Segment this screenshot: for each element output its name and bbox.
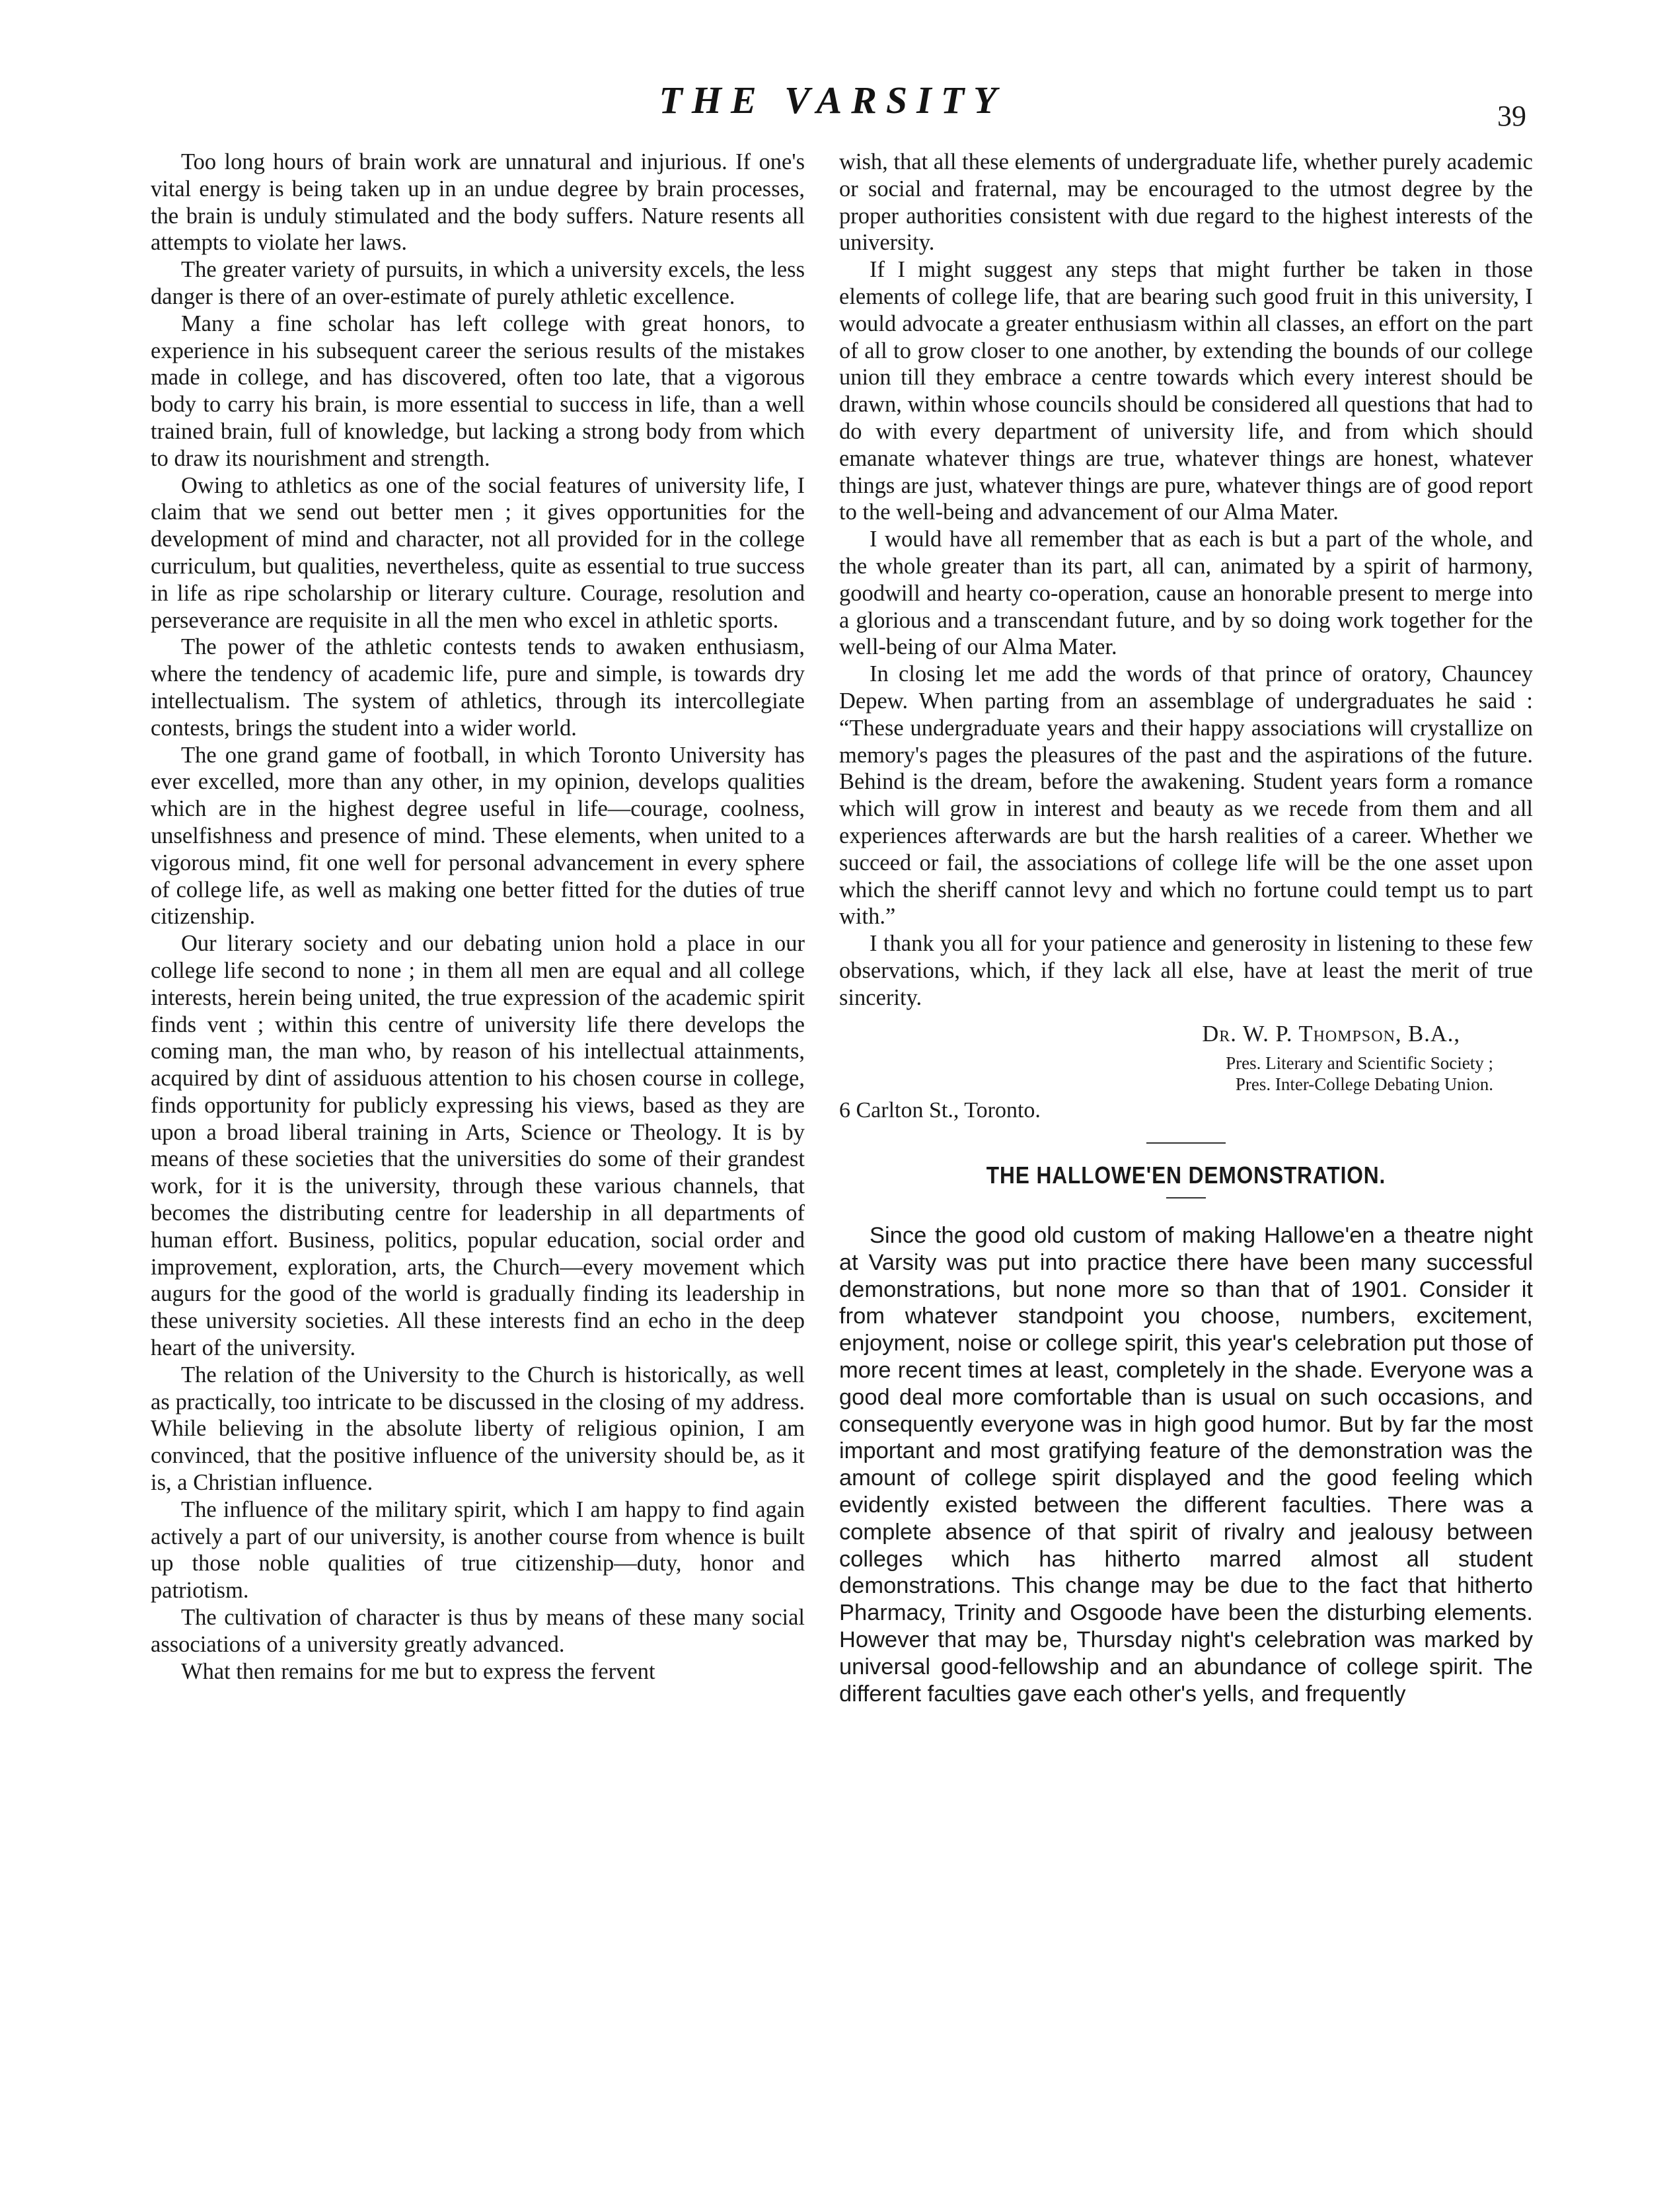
paragraph: The relation of the University to the Church is historically, as well as practically, too intricate to be discussed in the closing of my address. While believing in the absolute liberty of religious opinion, I am convinced, that the positive influence of the university should be, as it is, a Christian influence. (151, 1362, 805, 1496)
section-divider (1146, 1142, 1226, 1144)
paragraph: Owing to athletics as one of the social features of university life, I claim that we send out better men ; it gives opportunities for the development of mind and character, not all provided for in the college curriculum, but qualities, nevertheless, quite as essential to true success in life as ripe scholarship or literary culture. Courage, resolution and perseverance are requisite in all the men who excel in athletic sports. (151, 472, 805, 633)
paragraph: In closing let me add the words of that prince of oratory, Chauncey Depew. When parting from an assemblage of undergraduates he said : “These undergraduate years and their happy associations will crystallize on memory's pages the pleasures of the past and the aspirations of the future. Behind is the dream, before the awakening. Student years form a romance which will grow in interest and beauty as we recede from them and all experiences afterwards are but the harsh realities of a career. Whether we succeed or fail, the associations of college life will be the one asset upon which the sheriff cannot levy and which no fortune could tempt us to part with.” (839, 661, 1533, 930)
page-number: 39 (1497, 100, 1526, 132)
paragraph: What then remains for me but to express the fervent (181, 1658, 655, 1684)
heading-underline (1166, 1197, 1206, 1198)
continued-paragraph: wish, that all these elements of undergraduate life, whether purely academic or social and fraternal, may be encouraged to the utmost degree by the proper authorities consistent with due regard to the highest interests of the university. (839, 149, 1533, 256)
paragraph: Too long hours of brain work are unnatural and injurious. If one's vital energy is being taken up in an undue degree by brain processes, the brain is unduly stimulated and the body suffers. Nature resents all attempts to violate her laws. (151, 149, 805, 256)
paragraph: The one grand game of football, in which Toronto University has ever excelled, more than any other, in my opinion, develops qualities which are in the highest degree useful in life—courage, coolness, unselfishness and presence of mind. These elements, when united to a vigorous mind, fit one well for personal advancement in every sphere of college life, as well as making one better fitted for the duties of true citizenship. (151, 742, 805, 930)
section-heading: THE HALLOWE'EN DEMONSTRATION. (986, 1161, 1386, 1189)
author-address: 6 Carlton St., Toronto. (839, 1098, 1041, 1123)
signature-name: Dr. W. P. Thompson, B.A., (1202, 1021, 1460, 1047)
paragraph: I would have all remember that as each is but a part of the whole, and the whole greater than its part, all can, animated by a spirit of harmony, goodwill and hearty co-operation, cause an honorable present to merge into a glorious and a transcendant future, and by so doing work together for the well-being of our Alma Mater. (839, 527, 1533, 660)
paragraph: Our literary society and our debating union hold a place in our college life second to none ; in them all men are equal and all college interests, herein being united, the true expression of the academic spirit finds vent ; within this centre of university life there develops the coming man, the man who, by reason of his intellectual attainments, acquired by dint of assiduous attention to his chosen course in college, finds opportunity for publicly expressing his views, based as they are upon a broad liberal training in Arts, Science or Theology. It is by means of these societies that the universities do some of their grandest work, for it is the university, through these various channels, that becomes the distributing centre for leadership in all departments of human effort. Business, politics, popular education, social order and improvement, exploration, arts, the Church—every movement which augurs for the good of the world is gradually finding its leadership in these university societies. All these interests find an echo in the deep heart of the university. (151, 931, 805, 1361)
paragraph: I thank you all for your patience and generosity in listening to these few observations, which, if they lack all else, have at least the merit of true sincerity. (839, 931, 1533, 1010)
right-column (839, 149, 1533, 1707)
paragraph: The cultivation of character is thus by means of these many social associations of a university greatly advanced. (151, 1605, 805, 1657)
signature-title-line: Pres. Inter-College Debating Union. (1235, 1074, 1493, 1095)
left-column (151, 149, 805, 1685)
signature-title-line: Pres. Literary and Scientific Society ; (1226, 1053, 1493, 1074)
paragraph: Since the good old custom of making Hallowe'en a theatre night at Varsity was put into practice there have been many successful demonstrations, but none more so than that of 1901. Consider it from whatever standpoint you choose, numbers, excitement, enjoyment, noise or college spirit, this year's celebration put those of more recent times at least, completely in the shade. Everyone was a good deal more comfortable than is usual on such occasions, and consequently everyone was in high good humor. But by far the most important and most gratifying feature of the demonstration was the amount of college spirit displayed and the good feeling which evidently existed between the different faculties. There was a complete absence of that spirit of rivalry and jealousy between colleges which has hitherto marred almost all student demonstrations. This change may be due to the fact that hitherto Pharmacy, Trinity and Osgoode have been the disturbing elements. However that may be, Thursday night's celebration was marked by universal good-fellowship and an abundance of college spirit. The different faculties gave each other's yells, and frequently (839, 1223, 1533, 1707)
paragraph: The greater variety of pursuits, in which a university excels, the less danger is there of an over-estimate of purely athletic excellence. (151, 257, 805, 309)
paragraph: The power of the athletic contests tends to awaken enthusiasm, where the tendency of academic life, pure and simple, is towards dry intellectualism. The system of athletics, through its intercollegiate contests, brings the student into a wider world. (151, 634, 805, 741)
paragraph: The influence of the military spirit, which I am happy to find again actively a part of our university, is another course from whence is built up those noble qualities of true citizenship—duty, honor and patriotism. (151, 1496, 805, 1604)
signature-title (839, 1052, 1533, 1095)
masthead: THE VARSITY (659, 79, 1006, 122)
paragraph: Many a fine scholar has left college with great honors, to experience in his subsequent career the serious results of the mistakes made in college, and has discovered, often too late, that a vigorous body to carry his brain, is more essential to success in life, than a well trained brain, full of knowledge, but lacking a strong body from which to draw its nourishment and strength. (151, 311, 805, 471)
paragraph: If I might suggest any steps that might further be taken in those elements of college life, that are bearing such good fruit in this university, I would advocate a greater enthusiasm within all classes, an effort on the part of all to grow closer to one another, by extending the bounds of our college union till they embrace a centre towards which every interest should be drawn, within whose councils should be considered all questions that had to do with every department of university life, and from which should emanate whatever things are true, whatever things are honest, whatever things are just, whatever things are pure, whatever things are of good report to the well-being and advancement of our Alma Mater. (839, 257, 1533, 525)
